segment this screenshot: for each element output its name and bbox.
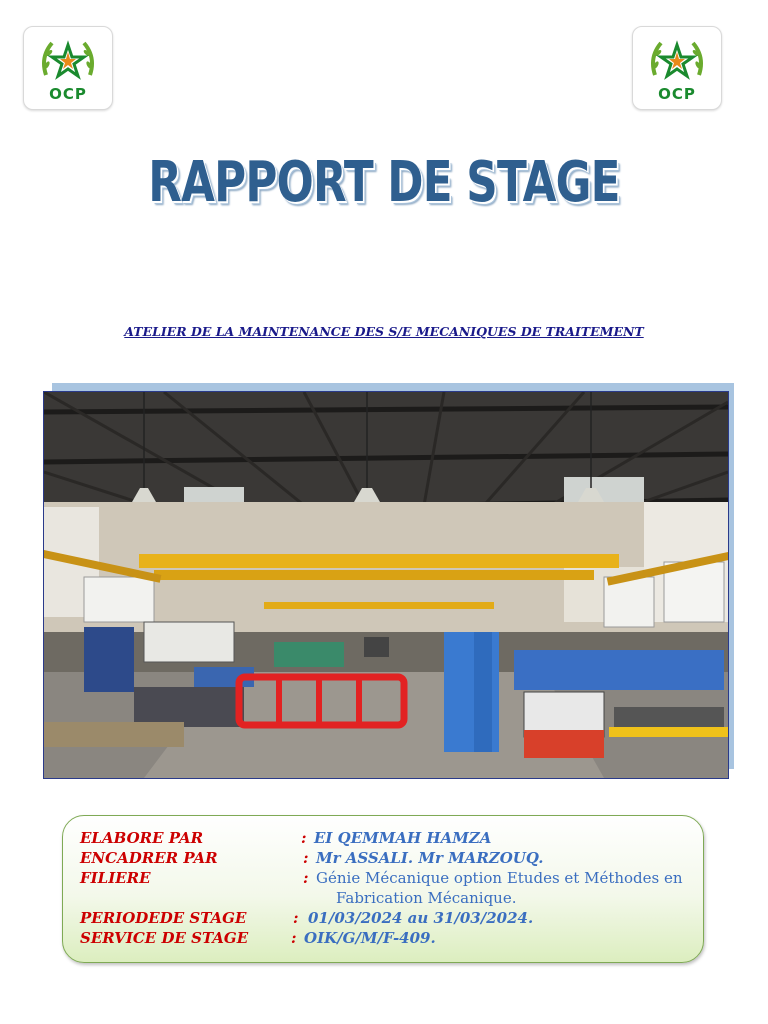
ocp-emblem-icon	[647, 35, 707, 85]
info-value: 01/03/2024 au 31/03/2024.	[308, 909, 534, 927]
ocp-logo-left	[23, 26, 113, 110]
info-colon: :	[303, 849, 309, 867]
info-value: Mr ASSALI. Mr MARZOUQ.	[316, 849, 544, 867]
info-label: SERVICE DE STAGE	[80, 929, 249, 947]
info-value: Génie Mécanique option Etudes et Méthodes en	[316, 869, 683, 887]
info-colon: :	[291, 929, 297, 947]
info-value: OIK/G/M/F-409.	[304, 929, 436, 947]
info-label: FILIERE	[80, 869, 151, 887]
report-subtitle: ATELIER DE LA MAINTENANCE DES S/E MECANIQUES DE TRAITEMENT	[124, 324, 644, 339]
ocp-logo-text: OCP	[49, 85, 87, 103]
ocp-logo-right	[632, 26, 722, 110]
info-label: PERIODEDE STAGE	[80, 909, 247, 927]
info-colon: :	[301, 829, 307, 847]
info-colon: :	[293, 909, 299, 927]
internship-info-box	[62, 815, 704, 963]
report-title: RAPPORT DE STAGE	[148, 150, 620, 215]
ocp-logo-text: OCP	[658, 85, 696, 103]
info-value: EI QEMMAH HAMZA	[314, 829, 492, 847]
info-colon: :	[303, 869, 309, 887]
workshop-illustration	[44, 392, 728, 778]
info-label: ENCADRER PAR	[80, 849, 218, 867]
ocp-emblem-icon	[38, 35, 98, 85]
info-label: ELABORE PAR	[80, 829, 204, 847]
workshop-photo	[43, 391, 729, 779]
info-value: Fabrication Mécanique.	[336, 889, 517, 907]
